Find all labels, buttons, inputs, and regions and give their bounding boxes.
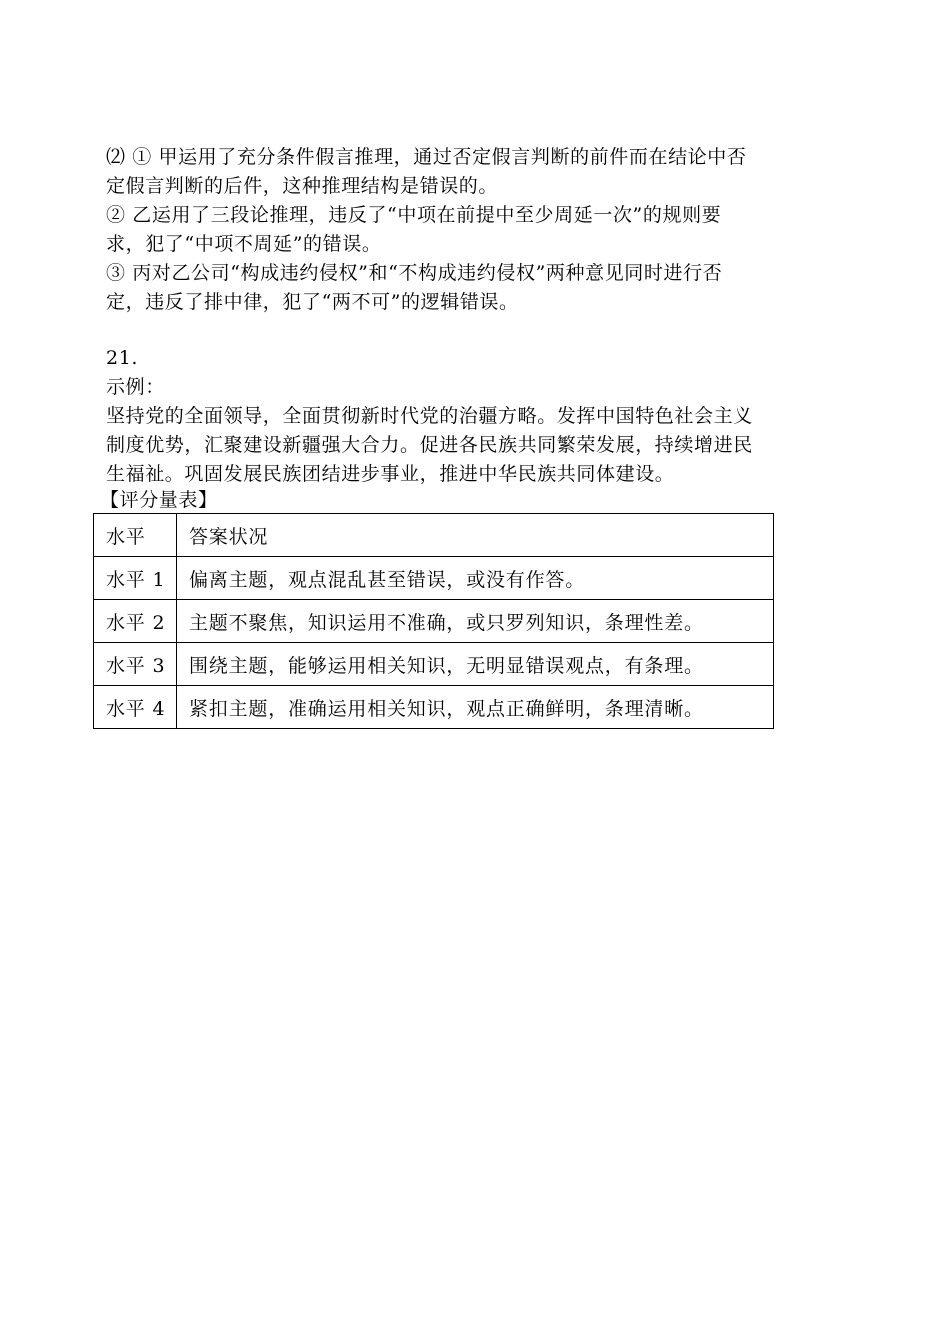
answer-line: 定，违反了排中律，犯了“两不可”的逻辑错误。 bbox=[106, 291, 519, 313]
level-cell: 水平 2 bbox=[94, 600, 177, 643]
question-20-part-2-answer bbox=[106, 143, 846, 317]
level-cell: 水平 3 bbox=[94, 643, 177, 686]
status-cell: 偏离主题，观点混乱甚至错误，或没有作答。 bbox=[177, 557, 774, 600]
table-row bbox=[94, 557, 774, 600]
example-line: 制度优势，汇聚建设新疆强大合力。促进各民族共同繁荣发展，持续增进民 bbox=[106, 434, 753, 456]
header-level-cell: 水平 bbox=[94, 514, 177, 557]
example-line: 生福祉。巩固发展民族团结进步事业，推进中华民族共同体建设。 bbox=[106, 463, 675, 485]
example-label: 示例： bbox=[106, 376, 165, 398]
table-header-row bbox=[94, 514, 774, 557]
answer-line: 定假言判断的后件，这种推理结构是错误的。 bbox=[106, 175, 499, 197]
answer-line: ③ 丙对乙公司“构成违约侵权”和“不构成违约侵权”两种意见同时进行否 bbox=[106, 262, 723, 284]
answer-line: ② 乙运用了三段论推理，违反了“中项在前提中至少周延一次”的规则要 bbox=[106, 204, 722, 226]
answer-line: 求，犯了“中项不周延”的错误。 bbox=[106, 233, 382, 255]
status-cell: 围绕主题，能够运用相关知识，无明显错误观点，有条理。 bbox=[177, 643, 774, 686]
answer-line: ⑵ ① 甲运用了充分条件假言推理，通过否定假言判断的前件而在结论中否 bbox=[106, 146, 747, 168]
level-cell: 水平 4 bbox=[94, 686, 177, 729]
rubric-title: 【评分量表】 bbox=[100, 489, 218, 511]
question-21-answer bbox=[106, 344, 846, 489]
rubric-table bbox=[93, 513, 774, 729]
status-cell: 紧扣主题，准确运用相关知识，观点正确鲜明，条理清晰。 bbox=[177, 686, 774, 729]
table-row bbox=[94, 600, 774, 643]
question-number: 21. bbox=[106, 347, 139, 369]
table-row bbox=[94, 643, 774, 686]
status-cell: 主题不聚焦，知识运用不准确，或只罗列知识，条理性差。 bbox=[177, 600, 774, 643]
header-status-cell: 答案状况 bbox=[177, 514, 774, 557]
level-cell: 水平 1 bbox=[94, 557, 177, 600]
example-line: 坚持党的全面领导，全面贯彻新时代党的治疆方略。发挥中国特色社会主义 bbox=[106, 405, 753, 427]
table-row bbox=[94, 686, 774, 729]
